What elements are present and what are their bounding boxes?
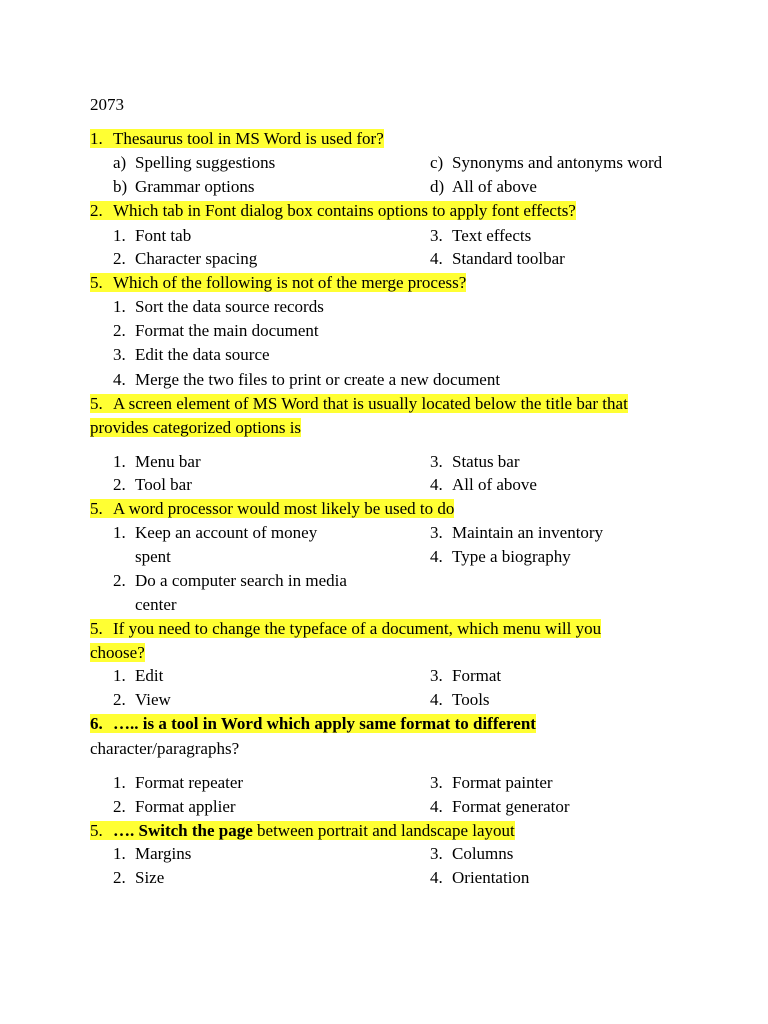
option-1: 1. Keep an account of money (113, 523, 318, 542)
option-3: 3. Format (430, 666, 502, 685)
option-2: 2. Size (113, 868, 165, 887)
question-highlight: 5. …. Switch the page between portrait and landscape layout (90, 821, 515, 840)
option-c: c) Synonyms and antonyms word (430, 153, 663, 172)
option-1: 1. Format repeater (113, 773, 244, 792)
option-1: 1. Margins (113, 844, 192, 863)
option-3: 3. Columns (430, 844, 514, 863)
option-4: 4. Orientation (430, 868, 530, 887)
option-3: 3. Edit the data source (113, 345, 270, 364)
option-b: b) Grammar options (113, 177, 255, 196)
option-1: 1. Menu bar (113, 452, 201, 471)
year-text: 2073 (90, 95, 124, 114)
option-2: 2. Character spacing (113, 249, 258, 268)
question-8-title (90, 820, 515, 841)
question-highlight: 1. Thesaurus tool in MS Word is used for? (90, 129, 384, 148)
option-2-cont: center (135, 595, 177, 614)
question-1-title (90, 128, 384, 149)
question-4-title-cont: provides categorized options is (90, 418, 302, 437)
option-3: 3. Maintain an inventory (430, 523, 604, 542)
question-highlight: 5. If you need to change the typeface of a document, which menu will you (90, 619, 602, 638)
question-4-title (90, 393, 628, 414)
question-highlight: 5. A screen element of MS Word that is usually located below the title bar that (90, 394, 628, 413)
question-7-title-cont: character/paragraphs? (90, 739, 240, 758)
question-highlight: 5. Which of the following is not of the merge process? (90, 273, 467, 292)
option-2: 2. Format applier (113, 797, 236, 816)
option-3: 3. Status bar (430, 452, 520, 471)
option-4: 4. Merge the two files to print or create a new document (113, 370, 501, 389)
option-4: 4. Standard toolbar (430, 249, 565, 268)
question-highlight: 6. ….. is a tool in Word which apply same format to different (90, 714, 536, 733)
question-highlight: 5. A word processor would most likely be used to do (90, 499, 455, 518)
year-heading (90, 94, 124, 115)
option-d: d) All of above (430, 177, 537, 196)
option-3: 3. Text effects (430, 226, 532, 245)
option-1-cont: spent (135, 547, 171, 566)
option-4: 4. Type a biography (430, 547, 571, 566)
option-3: 3. Format painter (430, 773, 553, 792)
question-7-title (90, 713, 536, 734)
question-5-title (90, 498, 454, 519)
option-1: 1. Edit (113, 666, 164, 685)
option-a: a) Spelling suggestions (113, 153, 276, 172)
question-2-title (90, 200, 576, 221)
question-highlight: 2. Which tab in Font dialog box contains options to apply font effects? (90, 201, 576, 220)
option-2: 2. Tool bar (113, 475, 192, 494)
option-1: 1. Font tab (113, 226, 192, 245)
option-4: 4. All of above (430, 475, 537, 494)
question-6-title-cont: choose? (90, 643, 145, 662)
option-4: 4. Format generator (430, 797, 570, 816)
question-3-title (90, 272, 466, 293)
option-4: 4. Tools (430, 690, 490, 709)
option-1: 1. Sort the data source records (113, 297, 324, 316)
option-2: 2. Do a computer search in media (113, 571, 347, 590)
question-6-title (90, 618, 601, 639)
option-2: 2. Format the main document (113, 321, 319, 340)
option-2: 2. View (113, 690, 171, 709)
